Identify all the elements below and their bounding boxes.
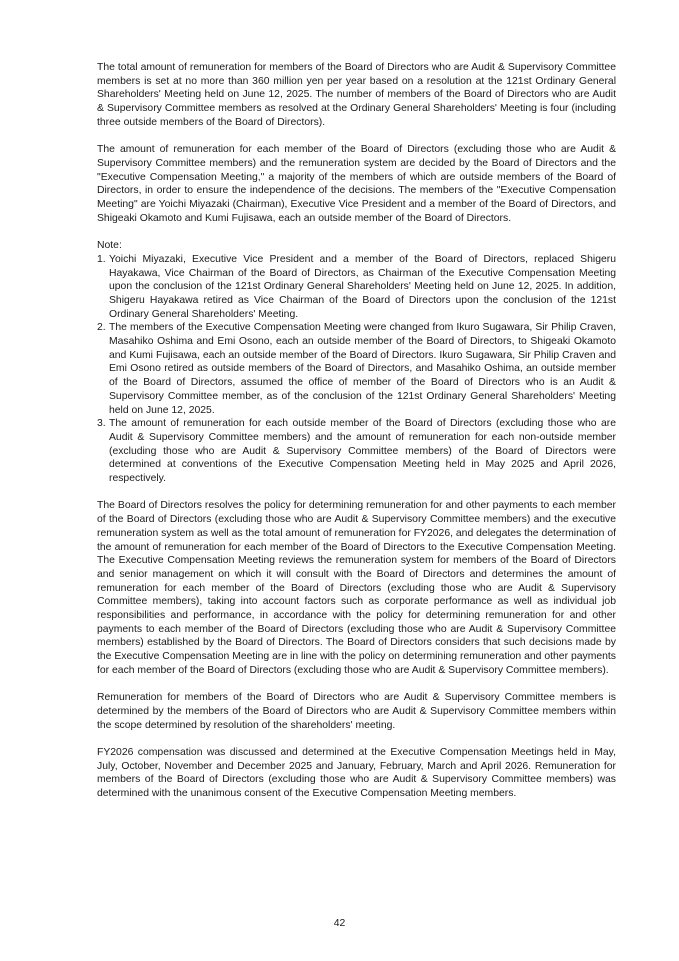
note-item-text: Yoichi Miyazaki, Executive Vice President and a member of the Board of Directors, replaced Shigeru Hayakawa, Vice Chairman of the Board of Directors, as Chairman of the Executive Compensation Meeting upon the conclusion of the 121st Ordinary General Shareholders' Meeting held on June 12, 2025. In addition, Shigeru Hayakawa retired as Vice Chairman of the Board of Directors upon the conclusion of the 121st Ordinary General Shareholders' Meeting. <box>109 253 616 320</box>
note-label: Note: <box>97 240 122 252</box>
note-item <box>97 253 616 322</box>
paragraph-spacer <box>97 678 616 692</box>
note-item-number: 1. <box>97 253 106 265</box>
page-number: 42 <box>333 918 346 929</box>
paragraph-fy2026-compensation: FY2026 compensation was discussed and determined at the Executive Compensation Meetings held in May, July, October, November and December 2025 and January, February, March and April 2026. Remuneration for members of the Board of Directors (excluding those who are Audit & Supervisory Committee members) was determined with the unanimous consent of the Executive Compensation Meeting members. <box>97 747 616 800</box>
paragraph-spacer <box>97 130 616 144</box>
note-item <box>97 417 616 486</box>
paragraph-audit-committee-remuneration: The total amount of remuneration for members of the Board of Directors who are Audit & Supervisory Committee members is set at no more than 360 million yen per year based on a resolution at the 121st Ordinary General Shareholders' Meeting held on June 12, 2025. The number of members of the Board of Directors who are Audit & Supervisory Committee members as resolved at the Ordinary General Shareholders' Meeting is four (including three outside members of the Board of Directors). <box>97 62 616 128</box>
paragraph-spacer <box>97 225 616 239</box>
note-item <box>97 321 616 417</box>
note-item-number: 2. <box>97 322 106 334</box>
note-item-number: 3. <box>97 418 106 430</box>
note-item-text: The members of the Executive Compensation Meeting were changed from Ikuro Sugawara, Sir Philip Craven, Masahiko Oshima and Emi Osono, each an outside member of the Board of Directors, to Shigeaki Okamoto and Kumi Fujisawa, each an outside member of the Board of Directors. Ikuro Sugawara, Sir Philip Craven and Emi Osono retired as outside members of the Board of Directors, and Masahiko Oshima, an outside member of the Board of Directors, assumed the office of member of the Board of Directors who is an Audit & Supervisory Committee member, as of the conclusion of the 121st Ordinary General Shareholders' Meeting held on June 12, 2025. <box>109 322 616 416</box>
paragraph-board-policy: The Board of Directors resolves the policy for determining remuneration for and other payments to each member of the Board of Directors (excluding those who are Audit & Supervisory Committee members) and the executive remuneration system as well as the total amount of remuneration for FY2026, and delegates the determination of the amount of remuneration for each member of the Board of Directors to the Executive Compensation Meeting. The Executive Compensation Meeting reviews the remuneration system for members of the Board of Directors and senior management on which it will consult with the Board of Directors and determines the amount of remuneration for each member of the Board of Directors (excluding those who are Audit & Supervisory Committee members), taking into account factors such as corporate performance as well as individual job responsibilities and performance, in accordance with the policy for determining remuneration for and other payments to each member of the Board of Directors (excluding those who are Audit & Supervisory Committee members) established by the Board of Directors. The Board of Directors considers that such decisions made by the Executive Compensation Meeting are in line with the policy on determining remuneration and other payments for each member of the Board of Directors (excluding those who are Audit & Supervisory Committee members). <box>97 500 616 676</box>
paragraph-spacer <box>97 732 616 746</box>
document-body <box>97 61 616 801</box>
note-item-text: The amount of remuneration for each outside member of the Board of Directors (excluding those who are Audit & Supervisory Committee members) and the amount of remuneration for each non-outside member (excluding those who are Audit & Supervisory Committee members) of the Board of Directors were determined at conventions of the Executive Compensation Meeting held in May 2025 and April 2026, respectively. <box>109 418 616 485</box>
paragraph-spacer <box>97 486 616 500</box>
paragraph-remuneration-decision: The amount of remuneration for each member of the Board of Directors (excluding those who are Audit & Supervisory Committee members) and the remuneration system are decided by the Board of Directors and the "Executive Compensation Meeting," a majority of the members of which are outside members of the Board of Directors, in order to ensure the independence of the decisions. The members of the "Executive Compensation Meeting" are Yoichi Miyazaki (Chairman), Executive Vice President and a member of the Board of Directors, and Shigeaki Okamoto and Kumi Fujisawa, each an outside member of the Board of Directors. <box>97 144 616 224</box>
paragraph-audit-member-remuneration: Remuneration for members of the Board of Directors who are Audit & Supervisory Committee members is determined by the members of the Board of Directors who are Audit & Supervisory Committee members within the scope determined by resolution of the shareholders' meeting. <box>97 692 616 731</box>
note-list <box>97 253 616 486</box>
